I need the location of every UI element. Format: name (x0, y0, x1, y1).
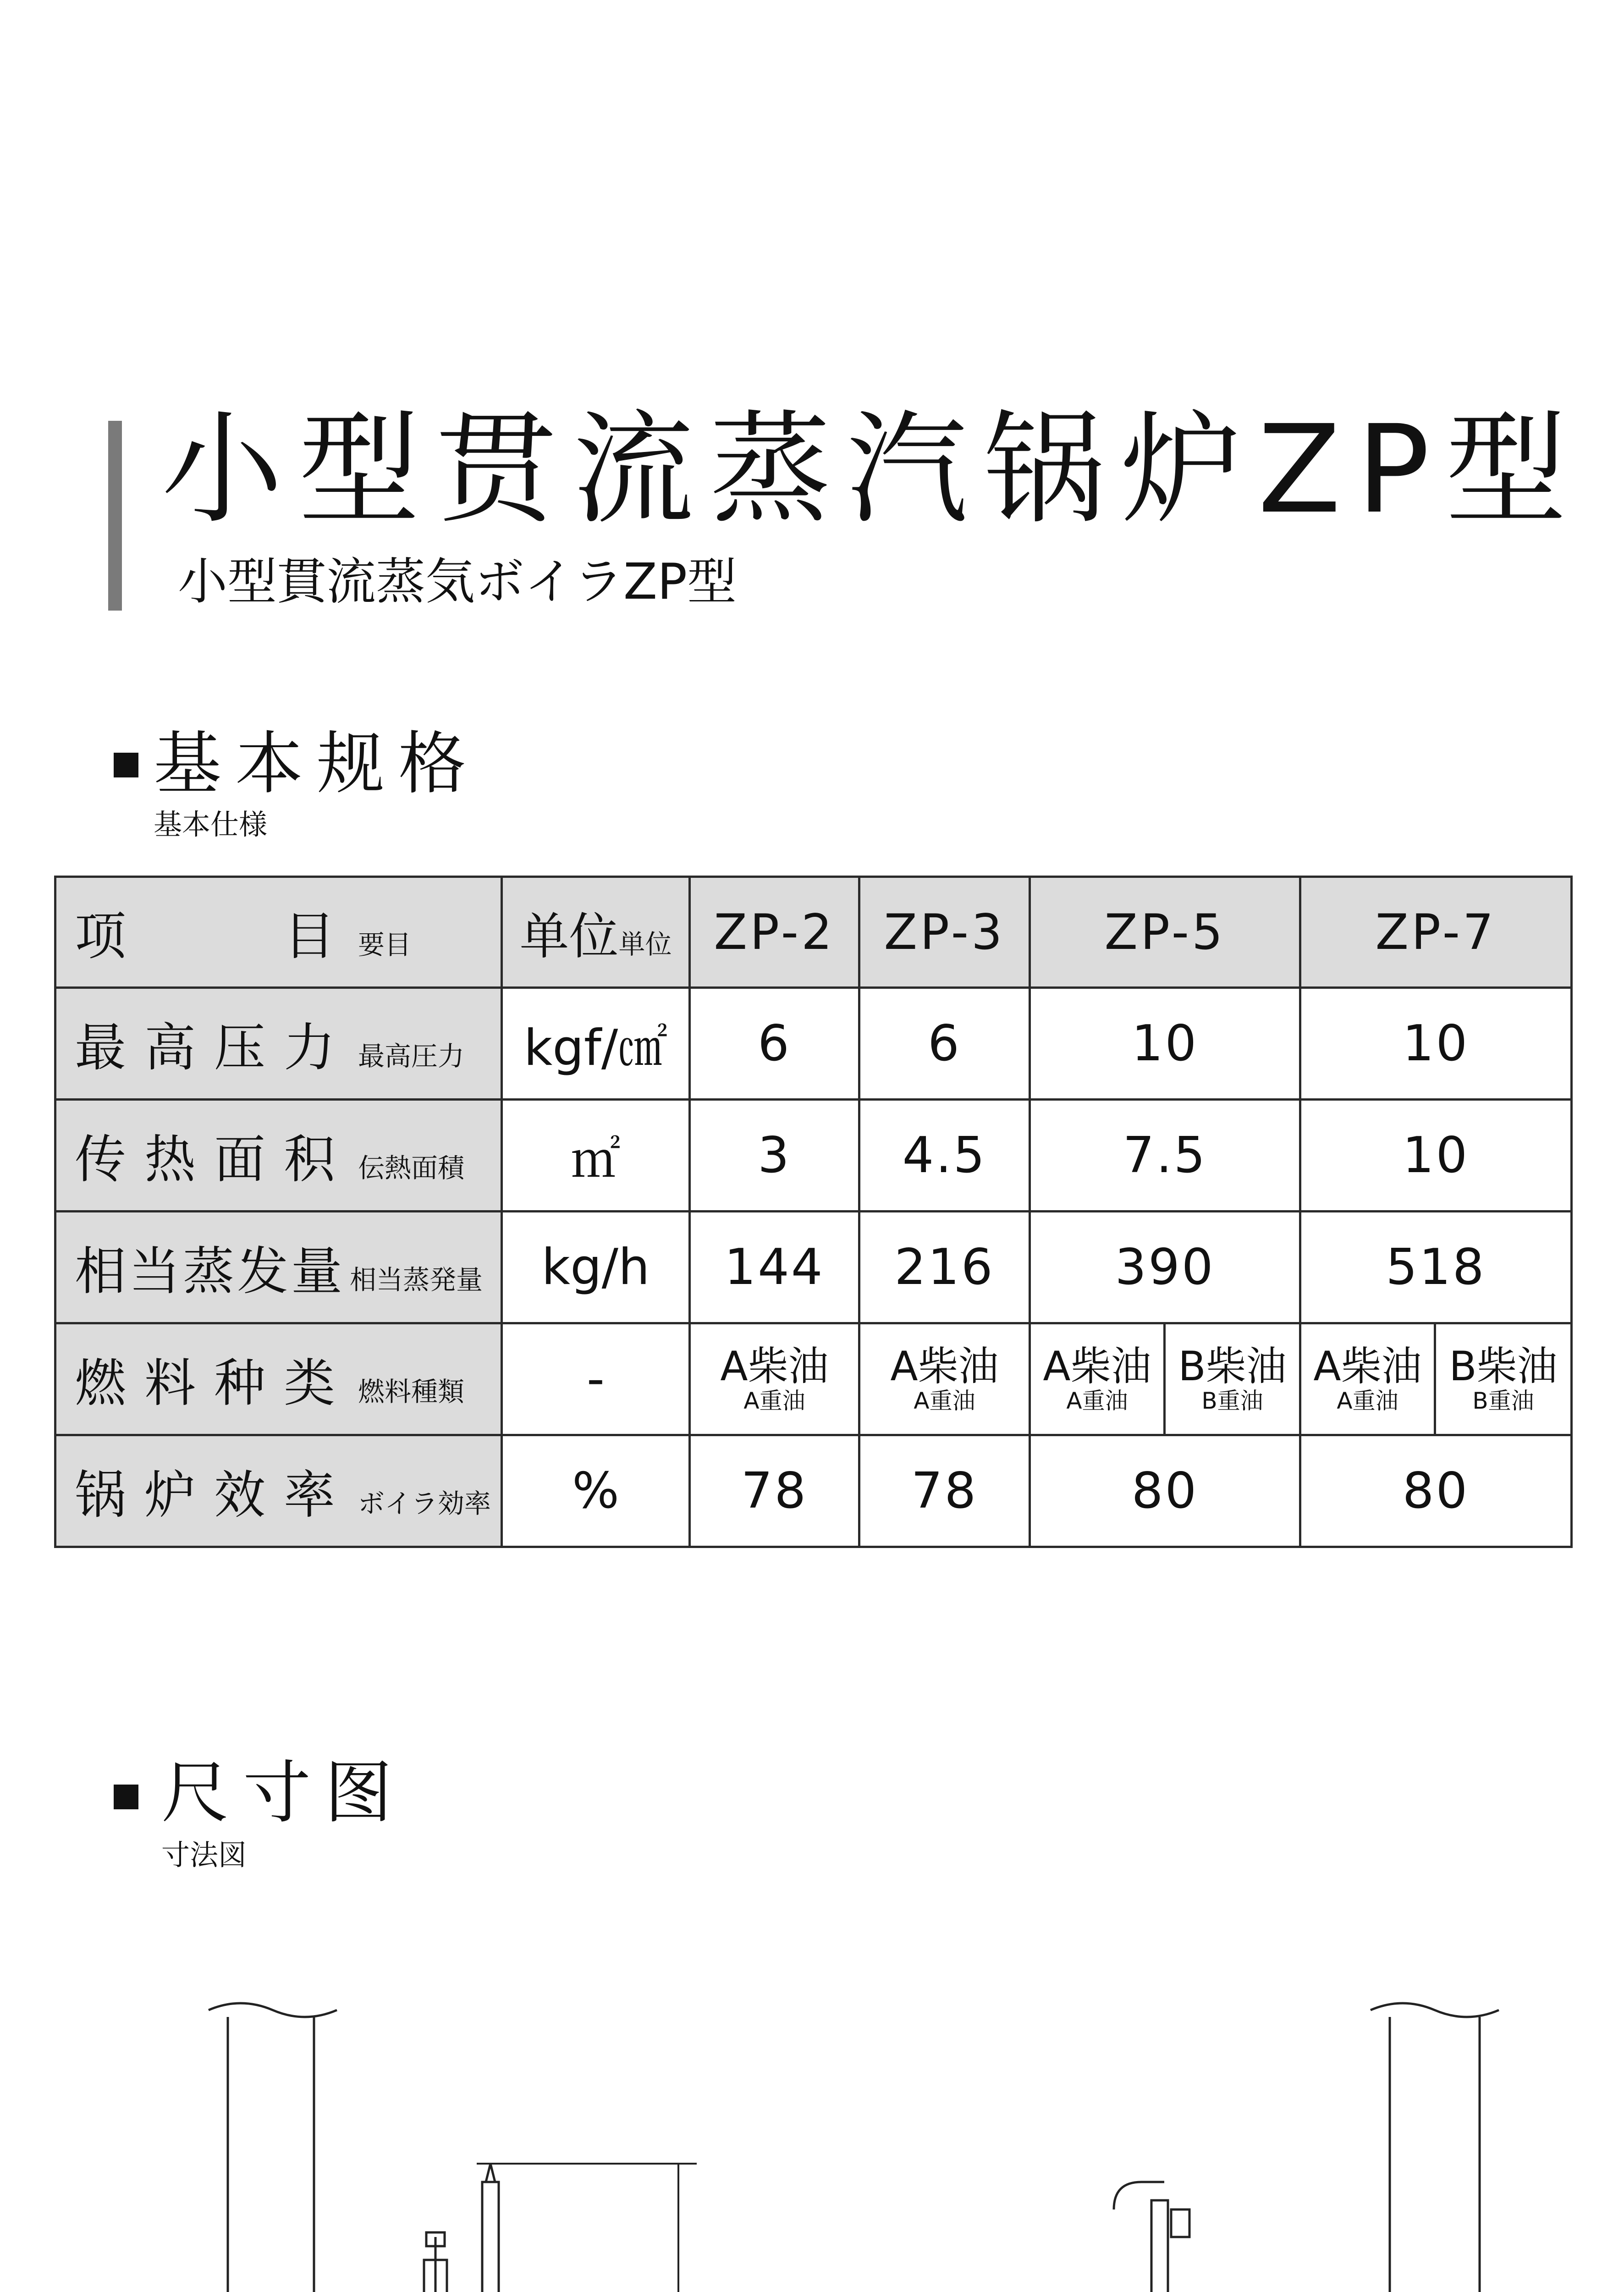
cell-value: 80 (1131, 1462, 1199, 1520)
row-sublabel: ボイラ効率 (358, 1488, 491, 1519)
unit-cell (502, 1435, 690, 1547)
cell-value: 10 (1131, 1015, 1199, 1072)
fuel-label: B柴油 (1178, 1342, 1287, 1390)
value-cell (690, 1100, 859, 1212)
value-cell (859, 1100, 1030, 1212)
row-label: 传热面积 (75, 1130, 353, 1190)
cell-value: 78 (911, 1462, 978, 1520)
row-label: 燃料种类 (75, 1354, 353, 1413)
header-item-sublabel: 要目 (358, 929, 412, 960)
value-cell (690, 988, 859, 1100)
page-title: 小型贯流蒸汽锅炉ZP型 (161, 399, 1583, 540)
fuel-sublabel: B重油 (1472, 1388, 1534, 1415)
section-bullet-icon (114, 753, 138, 777)
value-cell (1300, 1100, 1572, 1212)
value-cell (1030, 1212, 1300, 1323)
value-cell (859, 1435, 1030, 1547)
header-unit-sublabel: 単位 (618, 929, 672, 960)
fuel-cell (1300, 1323, 1435, 1435)
fuel-sublabel: A重油 (743, 1388, 805, 1415)
spec-section-title: 基本规格 (154, 724, 480, 803)
unit-cell (502, 1212, 690, 1323)
fuel-sublabel: B重油 (1201, 1388, 1263, 1415)
table-header-row (55, 877, 1572, 988)
unit-cell (502, 1100, 690, 1212)
page-subtitle: 小型貫流蒸気ボイラZP型 (178, 553, 737, 611)
value-cell (859, 988, 1030, 1100)
cell-value: 518 (1386, 1239, 1486, 1296)
unit-cell (502, 988, 690, 1100)
title-accent-bar (108, 421, 122, 611)
right-chimney (1371, 2003, 1499, 2292)
fuel-sublabel: A重油 (914, 1388, 975, 1415)
fuel-label: B柴油 (1449, 1342, 1558, 1390)
cell-value: 78 (741, 1462, 808, 1520)
row-sublabel: 最高圧力 (358, 1041, 465, 1072)
row-label: 锅炉效率 (75, 1466, 353, 1525)
table-row (55, 1212, 1572, 1323)
cell-value: 216 (894, 1239, 995, 1296)
table-row (55, 1435, 1572, 1547)
header-model-cell (1030, 877, 1300, 988)
value-cell (1030, 988, 1300, 1100)
left-chimney (209, 2003, 337, 2292)
fuel-label: A柴油 (720, 1342, 829, 1390)
cell-value: 10 (1402, 1015, 1470, 1072)
dim-section-subtitle: 寸法図 (161, 1838, 247, 1872)
row-sublabel: 燃料種類 (358, 1376, 465, 1407)
value-cell (1300, 1435, 1572, 1547)
model-label: ZP-3 (884, 904, 1005, 960)
spec-section-subtitle: 基本仕様 (154, 808, 268, 841)
value-cell (1300, 1212, 1572, 1323)
model-label: ZP-5 (1104, 904, 1226, 960)
header-model-cell (690, 877, 859, 988)
row-label: 相当蒸发量 (75, 1242, 345, 1301)
row-label-cell (55, 1212, 502, 1323)
unit-value: kg/h (541, 1239, 650, 1296)
fuel-sublabel: A重油 (1066, 1388, 1128, 1415)
header-unit-cell (502, 877, 690, 988)
value-cell (1030, 1100, 1300, 1212)
fuel-label: A柴油 (1043, 1342, 1151, 1390)
unit-value: - (587, 1350, 605, 1408)
row-label-cell (55, 1435, 502, 1547)
table-row (55, 1100, 1572, 1212)
header-unit-label: 单位 (519, 908, 619, 965)
fuel-cell (1435, 1323, 1572, 1435)
right-steam-drum (1079, 2182, 1219, 2292)
cell-value: 3 (758, 1127, 791, 1184)
cell-value: 6 (928, 1015, 961, 1072)
model-label: ZP-7 (1375, 904, 1497, 960)
unit-value: ㎡ (571, 1131, 621, 1189)
row-label: 最高压力 (75, 1018, 353, 1078)
unit-value: % (572, 1462, 619, 1520)
section-bullet-icon (114, 1785, 138, 1809)
spec-table (54, 876, 1573, 1548)
cell-value: 144 (724, 1239, 825, 1296)
row-label-cell (55, 1323, 502, 1435)
fuel-sublabel: A重油 (1337, 1388, 1398, 1415)
cell-value: 6 (758, 1015, 791, 1072)
value-cell (859, 1212, 1030, 1323)
model-label: ZP-2 (714, 904, 835, 960)
header-model-cell (859, 877, 1030, 988)
cell-value: 4.5 (902, 1127, 987, 1184)
cell-value: 390 (1115, 1239, 1215, 1296)
table-row (55, 988, 1572, 1100)
fuel-label: A柴油 (890, 1342, 999, 1390)
cell-value: 10 (1402, 1127, 1470, 1184)
row-sublabel: 相当蒸発量 (350, 1264, 483, 1295)
fuel-label: A柴油 (1313, 1342, 1422, 1390)
dim-section-title: 尺寸图 (161, 1753, 406, 1832)
cell-value: 7.5 (1123, 1127, 1207, 1184)
value-cell (690, 1435, 859, 1547)
boiler-dimension-drawing (0, 1971, 1624, 2292)
unit-value: kgf/㎠ (523, 1019, 668, 1077)
row-sublabel: 伝熱面積 (358, 1152, 465, 1184)
table-row (55, 1323, 1572, 1435)
fuel-cell (1165, 1323, 1300, 1435)
row-label-cell (55, 988, 502, 1100)
dimension-lines (477, 2164, 697, 2292)
value-cell (690, 1212, 859, 1323)
header-item-label: 项 目 (75, 907, 353, 966)
fuel-cell (1030, 1323, 1165, 1435)
cell-value: 80 (1402, 1462, 1470, 1520)
fuel-cell (690, 1323, 859, 1435)
header-item-cell (55, 877, 502, 988)
fuel-cell (859, 1323, 1030, 1435)
header-model-cell (1300, 877, 1572, 988)
unit-cell (502, 1323, 690, 1435)
value-cell (1300, 988, 1572, 1100)
left-steam-drum (413, 2164, 550, 2292)
row-label-cell (55, 1100, 502, 1212)
value-cell (1030, 1435, 1300, 1547)
